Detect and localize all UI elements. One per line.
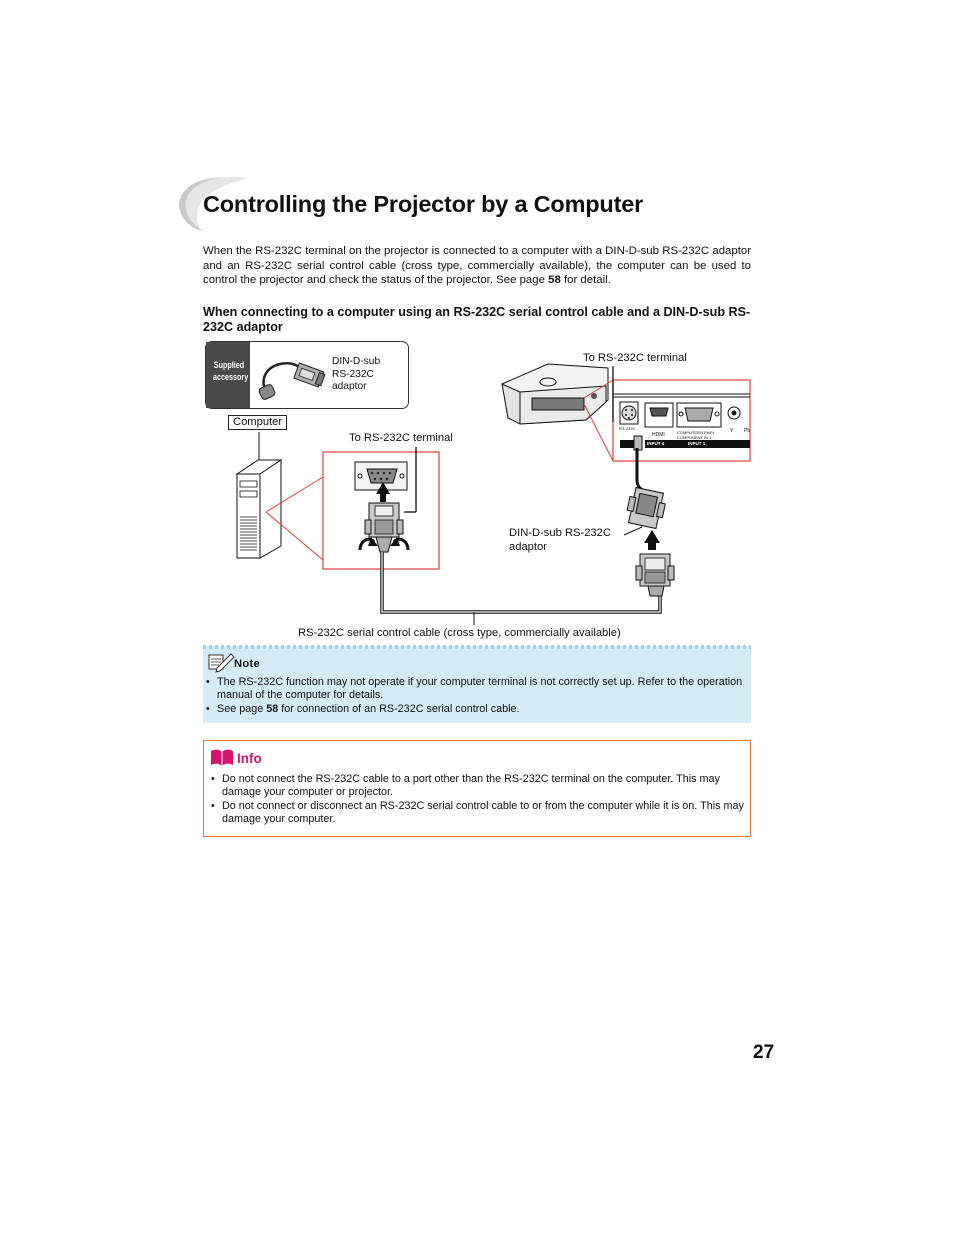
page-number: 27	[753, 1042, 775, 1063]
note-pencil-icon	[207, 652, 235, 672]
port-label-computer: COMPUTER/Y,Pb/Pr COMPONENT IN 1	[677, 430, 715, 440]
accessory-name: DIN-D-sub RS-232C adaptor	[332, 356, 381, 393]
intro-page-ref: 58	[548, 274, 561, 287]
port-label-y: Y	[730, 428, 734, 434]
projector-icon	[502, 364, 608, 424]
note-page-ref: 58	[266, 702, 279, 715]
info-book-icon	[210, 749, 234, 767]
port-label-input1: INPUT 1	[688, 441, 706, 446]
info-item: • Do not connect the RS-232C cable to a port other than the RS-232C terminal on the computer. This may damage your computer or projector.	[210, 773, 746, 800]
port-label-hdmi: HDMI	[652, 432, 665, 438]
note-list	[205, 676, 745, 716]
note-dotted-border	[203, 644, 751, 650]
port-label-pb: Pb	[744, 428, 751, 434]
info-list	[210, 773, 746, 826]
adaptor-label: DIN-D-sub RS-232C adaptor	[509, 527, 611, 553]
computer-label: Computer	[228, 415, 287, 430]
intro-paragraph: When the RS-232C terminal on the projector is connected to a computer with a DIN-D-sub RS-232C adaptor and an RS-232C serial control cable (cross type, commercially available), the computer can be used to control the projector and check the status of the projector. See page 58 for detail.	[203, 245, 751, 287]
section-subheading: When connecting to a computer using an RS-232C serial control cable and a DIN-D-sub RS-232C adaptor	[203, 305, 751, 334]
accessory-tag: Supplied accessory	[213, 360, 249, 382]
info-item: • Do not connect or disconnect an RS-232C serial control cable to or from the computer while it is on. This may damage your computer.	[210, 800, 746, 827]
note-title: Note	[234, 658, 261, 670]
computer-tower-icon	[237, 432, 281, 558]
page-title: Controlling the Projector by a Computer	[203, 191, 644, 217]
note-item: • The RS-232C function may not operate if your computer terminal is not correctly set up. Refer to the operation manual of the computer for details.	[205, 676, 745, 703]
to-rs232c-terminal-computer-label: To RS-232C terminal	[349, 432, 453, 444]
cable-label: RS-232C serial control cable (cross type, commercially available)	[298, 627, 621, 639]
port-label-rs232c: RS-232C	[619, 426, 636, 431]
connection-diagram	[200, 340, 760, 640]
note-item: • See page 58 for connection of an RS-232C serial control cable.	[205, 703, 745, 716]
info-title: Info	[237, 751, 262, 766]
port-label-input4: INPUT 4	[647, 441, 665, 446]
to-rs232c-terminal-projector-label: To RS-232C terminal	[583, 352, 687, 364]
